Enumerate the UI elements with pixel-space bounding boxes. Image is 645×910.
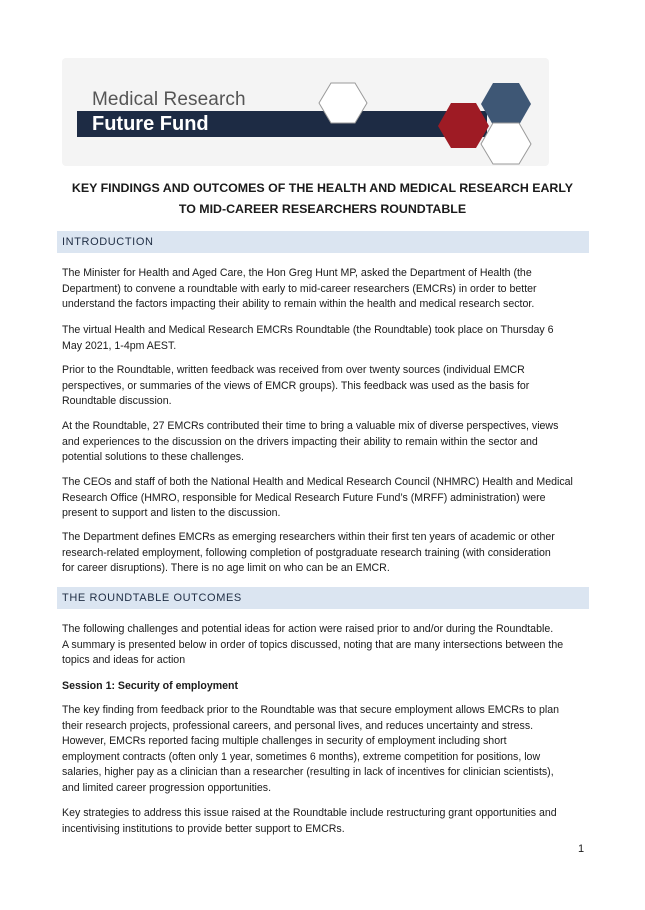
section-heading-label: THE ROUNDTABLE OUTCOMES — [62, 592, 242, 604]
hexagon-outline-icon — [319, 83, 367, 123]
title-line: KEY FINDINGS AND OUTCOMES OF THE HEALTH AND MEDICAL RESEARCH EARLY — [71, 181, 574, 195]
paragraph — [62, 806, 590, 837]
paragraph — [62, 323, 590, 354]
document-title — [60, 178, 585, 220]
text-line: Roundtable discussion. — [62, 395, 172, 408]
text-line: and limited career progression opportunities. — [62, 781, 272, 794]
section-heading-label: INTRODUCTION — [62, 236, 154, 248]
section-heading-outcomes — [57, 587, 589, 609]
text-line: Key strategies to address this issue raised at the Roundtable include restructuring grant opportunities and — [62, 807, 557, 819]
text-line: The virtual Health and Medical Research EMCRs Roundtable (the Roundtable) took place on Thursday 6 — [62, 324, 554, 336]
text-line: Research Office (HMRO, responsible for Medical Research Future Fund’s (MRFF) administration) were — [62, 491, 546, 504]
paragraph — [62, 703, 590, 797]
paragraph — [62, 475, 590, 522]
text-line: research-related employment, following completion of postgraduate research training (with consideration — [62, 546, 551, 559]
text-line: At the Roundtable, 27 EMCRs contributed their time to bring a valuable mix of diverse perspectives, views — [62, 420, 559, 432]
text-line: and experiences to the discussion on the drivers impacting their ability to remain within the sector and — [62, 435, 538, 448]
text-line: salaries, higher pay as a clinician than a researcher (resulting in lack of incentives for clinician scientists), — [62, 766, 554, 779]
text-line: topics and ideas for action — [62, 654, 186, 667]
text-line: potential solutions to these challenges. — [62, 451, 244, 464]
paragraph — [62, 363, 590, 410]
text-line: Prior to the Roundtable, written feedback was received from over twenty sources (individual EMCR — [62, 364, 525, 376]
text-line: A summary is presented below in order of topics discussed, noting that are many intersections between the — [62, 638, 564, 651]
brand-name-line1: Medical Research — [92, 89, 246, 110]
text-line: The Department defines EMCRs as emerging researchers within their first ten years of academic or other — [62, 531, 555, 543]
paragraph — [62, 419, 590, 466]
text-line: employment contracts (often only 1 year, sometimes 6 months), extreme competition for positions, low — [62, 750, 541, 763]
text-line: perspectives, or summaries of the views of EMCR groups). This feedback was used as the basis for — [62, 379, 530, 392]
text-line: However, EMCRs reported facing multiple challenges in security of employment including short — [62, 735, 507, 748]
hexagon-logo-icon — [310, 78, 550, 170]
section-heading-introduction — [57, 231, 589, 253]
hexagon-red-icon — [438, 103, 489, 148]
paragraph — [62, 622, 590, 669]
hexagon-slate-icon — [481, 83, 531, 125]
text-line: The Minister for Health and Aged Care, the Hon Greg Hunt MP, asked the Department of Health (the — [62, 267, 532, 279]
title-line: TO MID-CAREER RESEARCHERS ROUNDTABLE — [178, 202, 467, 216]
page-number: 1 — [578, 843, 585, 855]
text-line: understand the factors impacting their ability to remain within the health and medical research sector. — [62, 298, 535, 311]
text-line: for career disruptions). There is no age limit on who can be an EMCR. — [62, 562, 390, 575]
text-line: present to support and listen to the discussion. — [62, 507, 281, 520]
paragraph — [62, 266, 590, 313]
paragraph — [62, 530, 590, 577]
text-line: incentivising institutions to provide better support to EMCRs. — [62, 822, 345, 835]
text-line: The key finding from feedback prior to the Roundtable was that secure employment allows EMCRs to plan — [62, 704, 559, 716]
text-line: Department) to convene a roundtable with early to mid-career researchers (EMCRs) in order to better — [62, 282, 537, 295]
text-line: their research projects, professional careers, and personal lives, and reduces uncertainty and stress. — [62, 719, 534, 732]
brand-name-line2: Future Fund — [92, 113, 209, 135]
hexagon-outline-icon — [481, 123, 531, 164]
text-line: The CEOs and staff of both the National Health and Medical Research Council (NHMRC) Health and Medical — [62, 476, 573, 488]
text-line: The following challenges and potential ideas for action were raised prior to and/or during the Roundtable. — [62, 623, 554, 635]
session-heading: Session 1: Security of employment — [62, 680, 239, 692]
text-line: May 2021, 1-4pm AEST. — [62, 339, 177, 352]
